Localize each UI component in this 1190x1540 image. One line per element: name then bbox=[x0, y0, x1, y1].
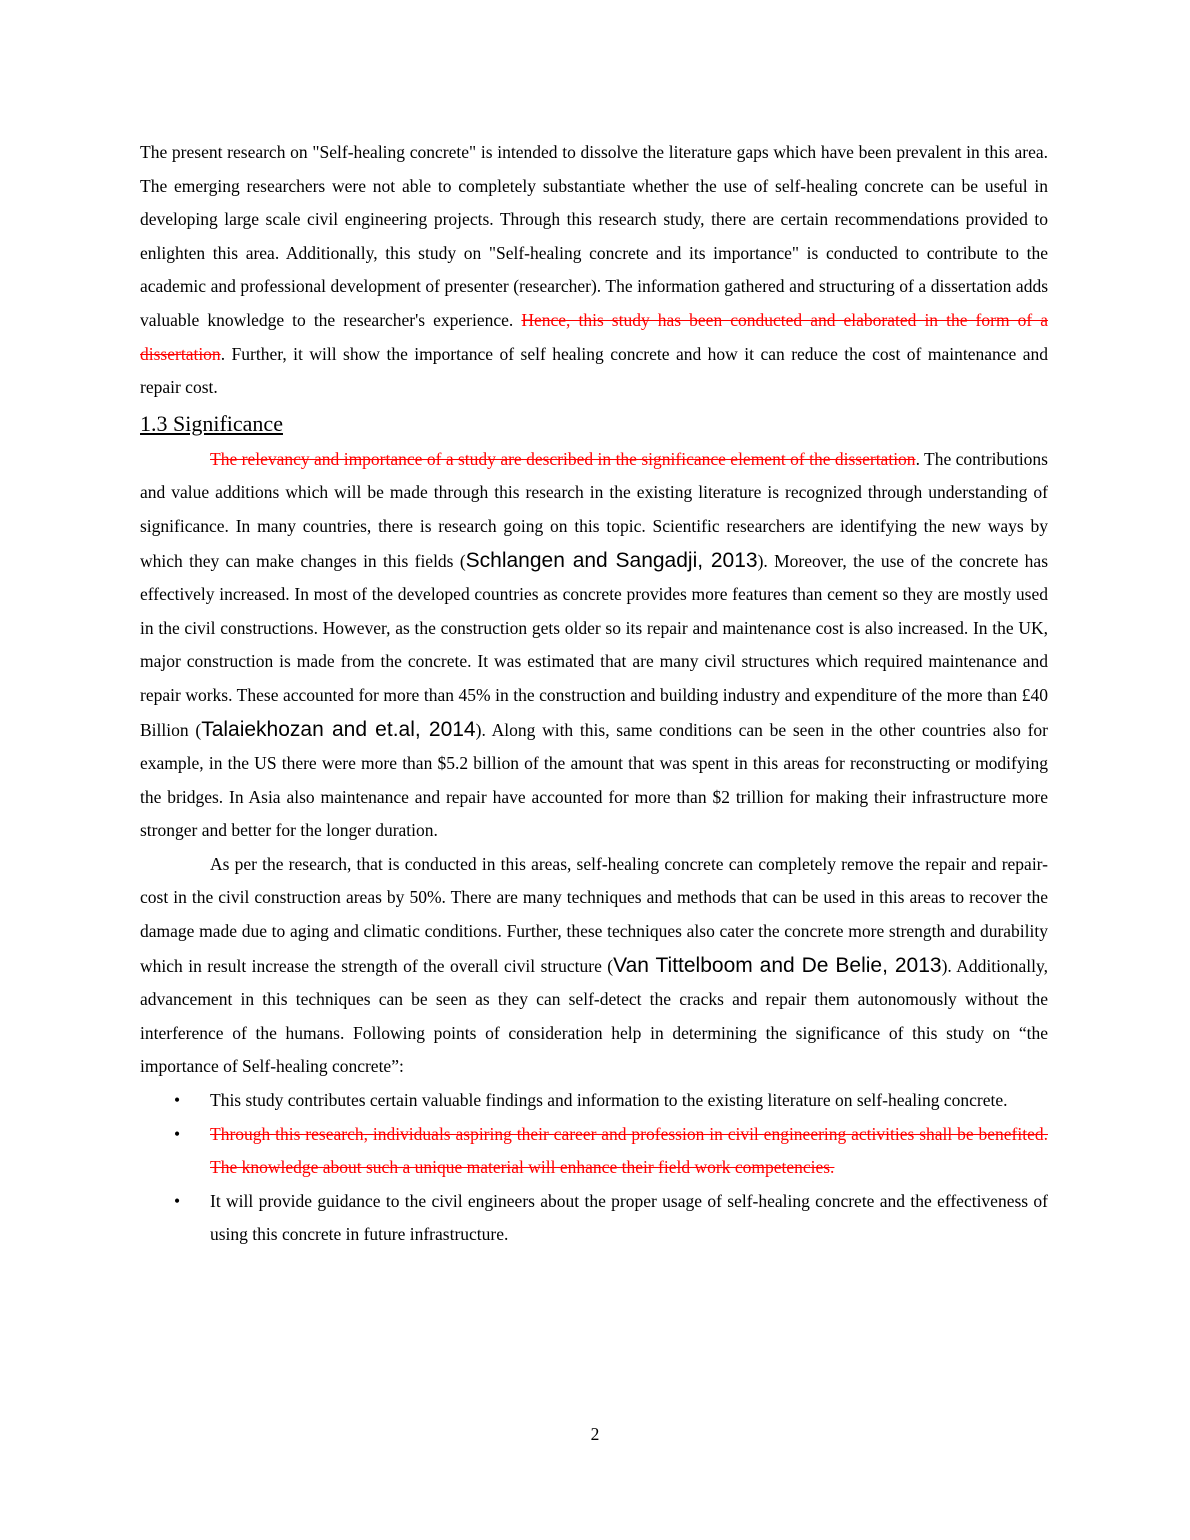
paragraph-text: ). Along with this, same conditions can be seen in the other countries also for example, in the US there were more than $5.2 billion of the amount that was spent in this areas for reconstructing or modifying the bridges. In Asia also maintenance and repair have accounted for more than $2 trillion for making their infrastructure more stronger and better for the longer duration. bbox=[140, 719, 1049, 841]
citation: Schlangen and Sangadji, 2013 bbox=[465, 548, 758, 572]
significance-paragraph-2 bbox=[140, 848, 1048, 1084]
document-body bbox=[140, 136, 1048, 1252]
list-item-text: This study contributes certain valuable findings and information to the existing literature on self-healing concrete. bbox=[210, 1090, 1008, 1111]
bullet-icon: • bbox=[174, 1190, 181, 1211]
significance-bullet-list bbox=[140, 1084, 1048, 1252]
bullet-icon: • bbox=[174, 1090, 181, 1111]
intro-text-after: . Further, it will show the importance of self healing concrete and how it can reduce the cost of maintenance and repair cost. bbox=[140, 343, 1048, 398]
citation: Van Tittelboom and De Belie, 2013 bbox=[613, 953, 942, 977]
paragraph-text: ). Moreover, the use of the concrete has effectively increased. In most of the developed countries as concrete provides more features than cement so they are mostly used in the civil constructions. However, as the construction gets older so its repair and maintenance cost is also increased. In the UK, major construction is made from the concrete. It was estimated that are many civil structures which required maintenance and repair works. These accounted for more than 45% in the construction and building industry and expenditure of the more than £40 Billion ( bbox=[140, 550, 1049, 740]
list-item bbox=[140, 1118, 1048, 1185]
deleted-list-item-text: Through this research, individuals aspiring their career and profession in civil engineering activities shall be benefited. The knowledge about such a unique material will enhance their field work competencies. bbox=[210, 1123, 1048, 1178]
citation: Talaiekhozan and et.al, 2014 bbox=[201, 717, 476, 741]
bullet-icon: • bbox=[174, 1123, 181, 1144]
list-item bbox=[140, 1084, 1048, 1118]
intro-text: The present research on "Self-healing concrete" is intended to dissolve the literature gaps which have been prevalent in this area. The emerging researchers were not able to completely substantiate whether the use of self-healing concrete can be useful in developing large scale civil engineering projects. Through this research study, there are certain recommendations provided to enlighten this area. Additionally, this study on "Self-healing concrete and its importance" is conducted to contribute to the academic and professional development of presenter (researcher). The information gathered and structuring of a dissertation adds valuable knowledge to the researcher's experience. bbox=[140, 142, 1048, 330]
significance-paragraph-1 bbox=[140, 443, 1048, 848]
paragraph-text: ). Additionally, advancement in this techniques can be seen as they can self-detect the cracks and repair them autonomously without the interference of the humans. Following points of consideration help in determining the significance of this study on “the importance of Self-healing concrete”: bbox=[140, 955, 1048, 1077]
intro-paragraph bbox=[140, 136, 1048, 405]
list-item-text: It will provide guidance to the civil engineers about the proper usage of self-healing concrete and the effectiveness of using this concrete in future infrastructure. bbox=[210, 1190, 1048, 1245]
paragraph-text: . The contributions and value additions which will be made through this research in the existing literature is recognized through understanding of significance. In many countries, there is research going on this topic. Scientific researchers are identifying the new ways by which they can make changes in this fields ( bbox=[140, 448, 1048, 571]
section-heading: 1.3 Significance bbox=[140, 410, 283, 436]
deleted-text: Hence, this study has been conducted and elaborated in the form of a dissertation bbox=[140, 309, 1049, 364]
paragraph-text: As per the research, that is conducted in this areas, self-healing concrete can completely remove the repair and repair-cost in the civil construction areas by 50%. There are many techniques and methods that can be used in this areas to recover the damage made due to aging and climatic conditions. Further, these techniques also cater the concrete more strength and durability which in result increase the strength of the overall civil structure ( bbox=[140, 853, 1048, 976]
page-number: 2 bbox=[590, 1424, 600, 1444]
list-item bbox=[140, 1185, 1048, 1252]
deleted-text: The relevancy and importance of a study are described in the significance element of the dissertation bbox=[210, 448, 916, 469]
